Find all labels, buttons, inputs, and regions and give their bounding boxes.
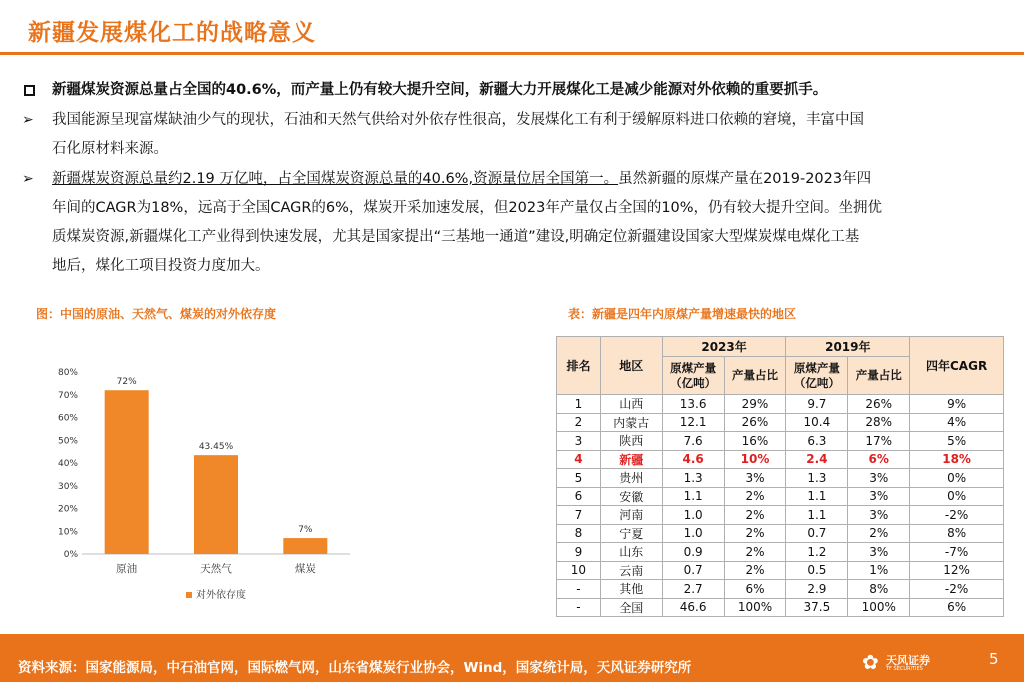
cell-output-2023: 0.7 bbox=[662, 561, 724, 580]
cell-share-2023: 2% bbox=[724, 487, 786, 506]
table-row bbox=[557, 395, 1004, 414]
header-output-2023: 原煤产量 （亿吨） bbox=[662, 357, 724, 395]
cell-output-2023: 12.1 bbox=[662, 413, 724, 432]
data-label: 7% bbox=[298, 525, 313, 536]
y-tick-label: 20% bbox=[57, 504, 78, 515]
cell-share-2019: 3% bbox=[848, 487, 910, 506]
cell-output-2019: 0.7 bbox=[786, 524, 848, 543]
cell-rank: 7 bbox=[557, 506, 601, 525]
flower-logo-icon: ✿ bbox=[862, 650, 879, 674]
y-tick-label: 30% bbox=[57, 481, 78, 492]
table-row bbox=[557, 561, 1004, 580]
cell-output-2019: 2.9 bbox=[786, 580, 848, 599]
bar bbox=[194, 455, 238, 554]
cell-region: 全国 bbox=[600, 598, 662, 617]
cell-cagr: 5% bbox=[910, 432, 1004, 451]
cell-region: 河南 bbox=[600, 506, 662, 525]
cell-rank: - bbox=[557, 598, 601, 617]
cell-output-2023: 1.0 bbox=[662, 506, 724, 525]
cell-share-2019: 3% bbox=[848, 506, 910, 525]
chart-caption: 图：中国的原油、天然气、煤炭的对外依存度 bbox=[36, 307, 277, 321]
y-tick-label: 70% bbox=[57, 390, 78, 401]
x-tick-label: 原油 bbox=[116, 563, 138, 575]
coal-output-table bbox=[556, 336, 1004, 617]
bullet-line: 我国能源呈现富煤缺油少气的现状，石油和天然气供给对外依存性很高，发展煤化工有利于缓解原料进口依赖的窘境，丰富中国 bbox=[52, 112, 864, 128]
cell-cagr: 0% bbox=[910, 487, 1004, 506]
cell-rank: 4 bbox=[557, 450, 601, 469]
cell-output-2019: 1.2 bbox=[786, 543, 848, 562]
cell-output-2023: 1.0 bbox=[662, 524, 724, 543]
cell-share-2019: 3% bbox=[848, 543, 910, 562]
cell-region: 山西 bbox=[600, 395, 662, 414]
table-row bbox=[557, 506, 1004, 525]
cell-rank: 5 bbox=[557, 469, 601, 488]
header-region: 地区 bbox=[600, 337, 662, 395]
cell-region: 其他 bbox=[600, 580, 662, 599]
key-point bbox=[22, 76, 982, 105]
y-tick-label: 60% bbox=[57, 413, 78, 424]
cell-output-2019: 1.1 bbox=[786, 487, 848, 506]
footer-bar bbox=[0, 634, 1024, 682]
header-share-2023: 产量占比 bbox=[724, 357, 786, 395]
cell-share-2023: 2% bbox=[724, 506, 786, 525]
cell-cagr: -2% bbox=[910, 506, 1004, 525]
cell-output-2019: 37.5 bbox=[786, 598, 848, 617]
arrow-bullet-icon: ➢ bbox=[22, 112, 34, 128]
arrow-bullet-icon: ➢ bbox=[22, 171, 34, 187]
cell-share-2023: 16% bbox=[724, 432, 786, 451]
key-point-text: 新疆煤炭资源总量占全国的40.6%，而产量上仍有较大提升空间，新疆大力开展煤化工是减少能源对外依赖的重要抓手。 bbox=[52, 82, 828, 98]
cell-share-2019: 1% bbox=[848, 561, 910, 580]
bullet-line: 年间的CAGR为18%，远高于全国CAGR的6%，煤炭开采加速发展，但2023年产量仅占全国的10%，仍有较大提升空间。坐拥优 bbox=[52, 200, 883, 216]
cell-region: 贵州 bbox=[600, 469, 662, 488]
table-row bbox=[557, 487, 1004, 506]
cell-share-2019: 2% bbox=[848, 524, 910, 543]
source-note: 资料来源：国家能源局，中石油官网，国际燃气网，山东省煤炭行业协会，Wind，国家统计局，天风证券研究所 bbox=[18, 660, 692, 676]
cell-rank: 10 bbox=[557, 561, 601, 580]
bullet-line: 石化原材料来源。 bbox=[52, 141, 168, 157]
logo-text: 天风证券 bbox=[886, 654, 930, 667]
cell-share-2023: 2% bbox=[724, 543, 786, 562]
cell-output-2019: 0.5 bbox=[786, 561, 848, 580]
header-2019: 2019年 bbox=[786, 337, 910, 357]
underlined-text: 新疆煤炭资源总量约2.19 万亿吨，占全国煤炭资源总量的40.6%,资源量位居全国第一。 bbox=[52, 171, 619, 187]
cell-output-2019: 1.1 bbox=[786, 506, 848, 525]
cell-cagr: 8% bbox=[910, 524, 1004, 543]
cell-cagr: 12% bbox=[910, 561, 1004, 580]
cell-cagr: 9% bbox=[910, 395, 1004, 414]
title-divider bbox=[0, 52, 1024, 55]
table-row bbox=[557, 524, 1004, 543]
y-tick-label: 40% bbox=[57, 459, 78, 469]
y-tick-label: 0% bbox=[63, 550, 78, 560]
cell-output-2019: 2.4 bbox=[786, 450, 848, 469]
x-tick-label: 天然气 bbox=[200, 563, 232, 575]
cell-share-2023: 26% bbox=[724, 413, 786, 432]
cell-cagr: 18% bbox=[910, 450, 1004, 469]
cell-rank: 1 bbox=[557, 395, 601, 414]
cell-share-2023: 6% bbox=[724, 580, 786, 599]
cell-rank: 6 bbox=[557, 487, 601, 506]
cell-share-2023: 2% bbox=[724, 524, 786, 543]
cell-share-2019: 6% bbox=[848, 450, 910, 469]
cell-region: 安徽 bbox=[600, 487, 662, 506]
square-bullet-icon bbox=[24, 85, 35, 96]
cell-output-2023: 7.6 bbox=[662, 432, 724, 451]
dependence-bar-chart bbox=[50, 360, 370, 610]
cell-rank: 2 bbox=[557, 413, 601, 432]
bullet-line: 质煤炭资源,新疆煤化工产业得到快速发展，尤其是国家提出“三基地一通道”建设,明确定位新疆建设国家大型煤炭煤电煤化工基 bbox=[52, 229, 860, 245]
header-rank: 排名 bbox=[557, 337, 601, 395]
legend-swatch bbox=[186, 592, 192, 598]
cell-cagr: -2% bbox=[910, 580, 1004, 599]
cell-output-2019: 1.3 bbox=[786, 469, 848, 488]
cell-share-2019: 28% bbox=[848, 413, 910, 432]
data-label: 72% bbox=[116, 377, 137, 388]
cell-share-2019: 3% bbox=[848, 469, 910, 488]
cell-output-2023: 2.7 bbox=[662, 580, 724, 599]
cell-region: 内蒙古 bbox=[600, 413, 662, 432]
cell-region: 山东 bbox=[600, 543, 662, 562]
bullet-line: 虽然新疆的原煤产量在2019-2023年四 bbox=[618, 171, 872, 187]
cell-share-2019: 8% bbox=[848, 580, 910, 599]
table-row bbox=[557, 543, 1004, 562]
cell-cagr: 0% bbox=[910, 469, 1004, 488]
cell-region: 云南 bbox=[600, 561, 662, 580]
cell-output-2023: 1.1 bbox=[662, 487, 724, 506]
company-logo bbox=[862, 648, 942, 676]
cell-rank: 9 bbox=[557, 543, 601, 562]
page-number: 5 bbox=[989, 650, 999, 668]
table-row bbox=[557, 450, 1004, 469]
cell-output-2019: 9.7 bbox=[786, 395, 848, 414]
bar bbox=[283, 538, 327, 554]
cell-output-2023: 0.9 bbox=[662, 543, 724, 562]
cell-output-2023: 1.3 bbox=[662, 469, 724, 488]
bullet-item bbox=[22, 106, 982, 164]
body-text bbox=[22, 76, 982, 281]
bullet-line: 地后，煤化工项目投资力度加大。 bbox=[52, 258, 270, 274]
table-row bbox=[557, 598, 1004, 617]
cell-share-2023: 2% bbox=[724, 561, 786, 580]
cell-cagr: 4% bbox=[910, 413, 1004, 432]
cell-region: 宁夏 bbox=[600, 524, 662, 543]
cell-share-2023: 100% bbox=[724, 598, 786, 617]
y-tick-label: 10% bbox=[57, 527, 78, 538]
cell-output-2023: 46.6 bbox=[662, 598, 724, 617]
cell-rank: - bbox=[557, 580, 601, 599]
cell-region: 新疆 bbox=[600, 450, 662, 469]
table-row bbox=[557, 580, 1004, 599]
cell-share-2019: 100% bbox=[848, 598, 910, 617]
cell-share-2019: 17% bbox=[848, 432, 910, 451]
cell-output-2023: 13.6 bbox=[662, 395, 724, 414]
logo-subtext: TF SECURITIES bbox=[886, 666, 923, 672]
header-share-2019: 产量占比 bbox=[848, 357, 910, 395]
table-caption: 表：新疆是四年内原煤产量增速最快的地区 bbox=[568, 307, 797, 321]
bar bbox=[105, 390, 149, 554]
table-row bbox=[557, 432, 1004, 451]
table-row bbox=[557, 413, 1004, 432]
header-cagr: 四年CAGR bbox=[910, 337, 1004, 395]
cell-cagr: 6% bbox=[910, 598, 1004, 617]
cell-output-2023: 4.6 bbox=[662, 450, 724, 469]
cell-rank: 3 bbox=[557, 432, 601, 451]
cell-share-2023: 3% bbox=[724, 469, 786, 488]
page-title: 新疆发展煤化工的战略意义 bbox=[28, 20, 316, 46]
cell-share-2019: 26% bbox=[848, 395, 910, 414]
cell-region: 陕西 bbox=[600, 432, 662, 451]
legend-label: 对外依存度 bbox=[196, 590, 246, 601]
cell-share-2023: 29% bbox=[724, 395, 786, 414]
data-label: 43.45% bbox=[198, 442, 234, 453]
cell-rank: 8 bbox=[557, 524, 601, 543]
header-2023: 2023年 bbox=[662, 337, 786, 357]
header-output-2019: 原煤产量 （亿吨） bbox=[786, 357, 848, 395]
bullet-item bbox=[22, 165, 982, 281]
cell-share-2023: 10% bbox=[724, 450, 786, 469]
cell-output-2019: 6.3 bbox=[786, 432, 848, 451]
table-row bbox=[557, 469, 1004, 488]
cell-cagr: -7% bbox=[910, 543, 1004, 562]
y-tick-label: 50% bbox=[57, 436, 78, 447]
y-tick-label: 80% bbox=[57, 368, 78, 378]
cell-output-2019: 10.4 bbox=[786, 413, 848, 432]
x-tick-label: 煤炭 bbox=[294, 563, 316, 575]
